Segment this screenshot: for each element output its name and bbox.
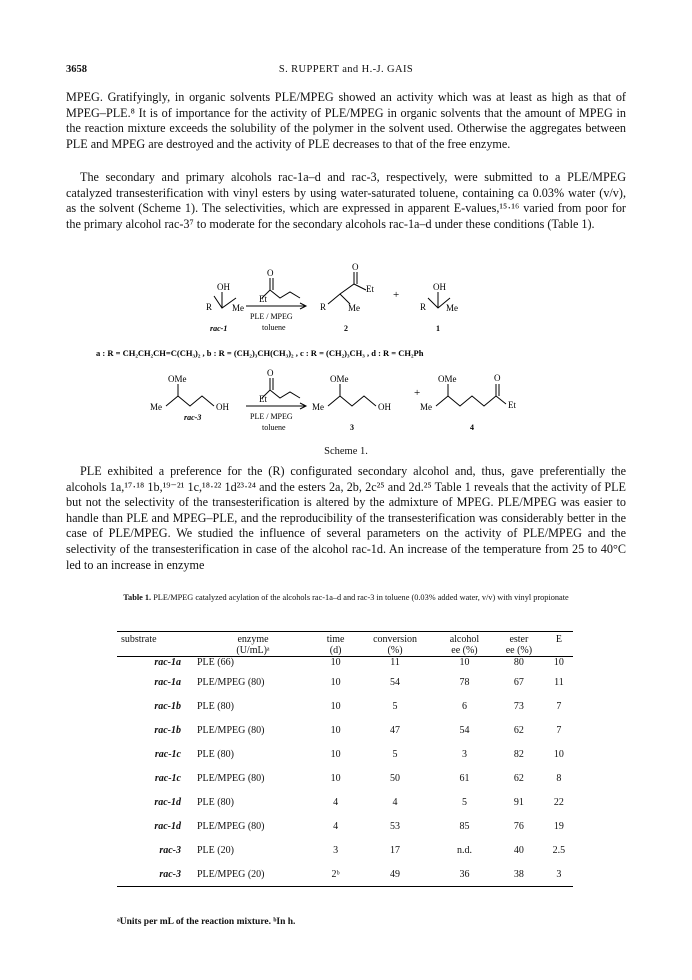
product-me-label: Me xyxy=(312,402,324,412)
enzyme-cell: PLE (66) xyxy=(197,657,234,668)
ester4-ome-label: OMe xyxy=(438,374,457,384)
header-ester-unit: ee (%) xyxy=(493,645,545,657)
alcohol-ee-cell: 3 xyxy=(461,749,467,761)
carbonyl-o-label: O xyxy=(267,368,274,378)
scheme-caption: Scheme 1. xyxy=(324,446,368,457)
alcohol-3-skeleton xyxy=(328,396,376,406)
ester-ee-cell: 73 xyxy=(513,701,524,713)
table-row xyxy=(117,657,573,672)
header-substrate-unit xyxy=(117,645,189,657)
alcohol-r-label: R xyxy=(420,302,427,312)
alcohol-oh-label: OH xyxy=(433,282,446,292)
time-cell: 10 xyxy=(330,749,341,761)
e-value-cell: 7 xyxy=(556,725,562,737)
substrate-cell: rac-1a xyxy=(154,677,181,689)
header-conversion-unit: (%) xyxy=(354,645,436,657)
ester-ee-cell: 62 xyxy=(513,725,524,737)
header-alcohol-unit: ee (%) xyxy=(436,645,493,657)
running-header xyxy=(66,64,626,80)
carbonyl-o-label: O xyxy=(267,268,274,278)
ester-ee-cell: 80 xyxy=(513,657,524,668)
running-head-authors: S. RUPPERT and H.-J. GAIS xyxy=(278,64,414,75)
table-row xyxy=(117,695,573,719)
e-value-cell: 22 xyxy=(553,796,564,808)
ome-label: OMe xyxy=(168,374,187,384)
header-conversion: conversion xyxy=(354,632,436,646)
ester-ee-cell: 38 xyxy=(493,862,545,886)
et-label: Et xyxy=(259,294,267,304)
compound-label-3: 3 xyxy=(350,423,354,432)
product-oh-label: OH xyxy=(378,402,391,412)
arrow-top-label: PLE / MPEG xyxy=(250,312,293,321)
page-number: 3658 xyxy=(66,64,87,75)
e-value-cell: 19 xyxy=(553,820,564,832)
results-table xyxy=(117,631,573,887)
table-header-units-row xyxy=(117,645,573,657)
oh-label: OH xyxy=(217,282,230,292)
table-row xyxy=(117,743,573,767)
plus-sign: + xyxy=(393,289,400,301)
table-body xyxy=(117,657,573,887)
ester-2-skeleton xyxy=(328,294,350,304)
alcohol-me-label: Me xyxy=(446,303,458,313)
arrow-top-label: PLE / MPEG xyxy=(250,412,293,421)
enzyme-cell: PLE (80) xyxy=(197,796,234,808)
alcohol-ee-cell: 85 xyxy=(459,820,470,832)
ester4-et-label: Et xyxy=(508,400,516,410)
ester-r-label: R xyxy=(320,302,327,312)
alcohol-ee-cell: 78 xyxy=(459,677,470,689)
arrow-bottom-label: toluene xyxy=(262,323,286,332)
ester-ee-cell: 91 xyxy=(513,796,524,808)
table-row xyxy=(117,790,573,814)
substituent-legend: a : R = CH₂CH₂CH=C(CH₃)₂ , b : R = (CH₂)₃CH(CH₃)₂ , c : R = (CH₂)₃CH₃ , d : R = CH₂Ph xyxy=(96,348,424,358)
substrate-cell: rac-1b xyxy=(154,701,181,713)
ester-ee-cell: 82 xyxy=(513,749,524,761)
substrate-cell: rac-1d xyxy=(154,796,181,808)
scheme-1 xyxy=(66,262,626,458)
compound-label-rac-3: rac-3 xyxy=(184,413,202,422)
e-value-cell: 10 xyxy=(553,749,564,761)
time-cell: 10 xyxy=(330,701,341,713)
plus-sign: + xyxy=(414,387,421,399)
table-caption-text: PLE/MPEG catalyzed acylation of the alcohols rac-1a–d and rac-3 in toluene (0.03% added water, v/v) with vinyl propionate xyxy=(153,593,569,602)
ester4-o-label: O xyxy=(494,373,501,383)
enzyme-cell: PLE (20) xyxy=(197,844,234,856)
enzyme-cell: PLE (80) xyxy=(197,749,234,761)
table-row xyxy=(117,862,573,886)
substrate-cell: rac-3 xyxy=(117,862,189,886)
header-time-unit: (d) xyxy=(317,645,354,657)
et-label: Et xyxy=(259,394,267,404)
header-e-unit xyxy=(545,645,573,657)
alcohol-ee-cell: 36 xyxy=(436,862,493,886)
paragraph-2: The secondary and primary alcohols rac-1a–d and rac-3, respectively, were submitted to a PLE/MPEG catalyzed transesterification with vinyl esters by using water-saturated toluene, containing ca 0.03% water (v/v), as the solvent (Scheme 1). The selectivities, which are expressed in apparent E-values,¹⁵·¹⁶ varied from poor for the primary alcohol rac-3⁷ to moderate for the secondary alcohols rac-1a–d under these conditions (Table 1). xyxy=(66,170,626,231)
substrate-cell: rac-1c xyxy=(154,749,181,761)
paragraph-3: PLE exhibited a preference for the (R) configurated secondary alcohol and, thus, gave preferentially the alcohols 1a,¹⁷·¹⁸ 1b,¹⁹⁻²¹ 1c,¹⁸·²² 1d²³·²⁴ and the esters 2a, 2b, 2c²⁵ and 2d.²⁵ Table 1 reveals that the activity of PLE but not the selectivity of the transesterification is altered by the admixture of MPEG. PLE/MPEG was easier to handle than PLE and MPEG–PLE, and the reproducibility of the transesterification was considerably better in the case of PLE/MPEG. We studied the influence of several parameters on the activity of PLE/MPEG and the selectivity of the transesterification in case of the alcohol rac-1d. An increase of the temperature from 25 to 40°C led to an increase in enzyme xyxy=(66,464,626,572)
conversion-cell: 5 xyxy=(392,749,398,761)
arrow-bottom-label: toluene xyxy=(262,423,286,432)
substrate-cell: rac-1c xyxy=(154,773,181,784)
alcohol-ee-cell: 54 xyxy=(459,725,470,737)
ester-4-skeleton xyxy=(436,396,506,406)
header-ester: ester xyxy=(493,632,545,646)
table-header-row xyxy=(117,632,573,646)
e-value-cell: 10 xyxy=(553,657,564,668)
e-value-cell: 2.5 xyxy=(552,844,566,856)
r-label: R xyxy=(206,302,213,312)
substrate-cell: rac-3 xyxy=(159,844,181,856)
ester-me-label: Me xyxy=(348,303,360,313)
conversion-cell: 49 xyxy=(354,862,436,886)
time-cell: 10 xyxy=(330,657,341,668)
e-value-cell: 8 xyxy=(556,773,562,784)
time-cell: 4 xyxy=(333,820,339,832)
header-substrate: substrate xyxy=(117,632,189,646)
ester-ee-cell: 40 xyxy=(513,844,524,856)
conversion-cell: 47 xyxy=(390,725,401,737)
table-caption xyxy=(96,592,596,603)
alcohol-ee-cell: 5 xyxy=(461,796,467,808)
time-cell: 10 xyxy=(330,677,341,689)
substrate-cell: rac-1b xyxy=(154,725,181,737)
alcohol-ee-cell: 61 xyxy=(459,773,470,784)
table-row xyxy=(117,838,573,862)
header-alcohol: alcohol xyxy=(436,632,493,646)
ester-ee-cell: 67 xyxy=(513,677,524,689)
paragraph-1: MPEG. Gratifyingly, in organic solvents PLE/MPEG showed an activity which was at least as high as that of MPEG–PLE.⁸ It is of importance for the activity of PLE/MPEG in organic solvents that the amount of MPEG in the reaction mixture exceeds the solubility of the polymer in the solvent used. Otherwise the aggregates between PLE and MPEG are destroyed and the activity of PLE decreases to that of the free enzyme. xyxy=(66,90,626,151)
table-row xyxy=(117,767,573,791)
time-cell: 10 xyxy=(330,773,341,784)
alcohol-ee-cell: 10 xyxy=(459,657,470,668)
vinyl-ester-skeleton xyxy=(262,290,300,298)
enzyme-cell: PLE/MPEG (80) xyxy=(197,820,265,832)
rac-3-skeleton xyxy=(166,396,214,406)
scheme-drawing xyxy=(66,262,626,448)
compound-label-2: 2 xyxy=(344,324,348,333)
table-caption-label: Table 1. xyxy=(123,593,152,602)
enzyme-cell: PLE/MPEG (80) xyxy=(197,677,265,689)
ester-et-label: Et xyxy=(366,284,374,294)
me-label: Me xyxy=(150,402,162,412)
conversion-cell: 54 xyxy=(390,677,401,689)
conversion-cell: 50 xyxy=(390,773,401,784)
substrate-cell: rac-1d xyxy=(154,820,181,832)
conversion-cell: 5 xyxy=(392,701,398,713)
conversion-cell: 4 xyxy=(392,796,398,808)
table-footnote: ᵃUnits per mL of the reaction mixture. ᵇIn h. xyxy=(117,917,296,927)
header-enzyme: enzyme xyxy=(189,632,317,646)
header-time: time xyxy=(317,632,354,646)
ester-o-label: O xyxy=(352,262,359,272)
conversion-cell: 53 xyxy=(390,820,401,832)
enzyme-cell: PLE/MPEG (20) xyxy=(189,862,317,886)
conversion-cell: 11 xyxy=(390,657,400,668)
me-label: Me xyxy=(232,303,244,313)
compound-label-rac-1: rac-1 xyxy=(210,324,228,333)
e-value-cell: 11 xyxy=(554,677,564,689)
compound-label-1: 1 xyxy=(436,324,440,333)
enzyme-cell: PLE (80) xyxy=(197,701,234,713)
alcohol-ee-cell: 6 xyxy=(461,701,467,713)
enzyme-cell: PLE/MPEG (80) xyxy=(197,725,265,737)
e-value-cell: 3 xyxy=(545,862,573,886)
alcohol-ee-cell: n.d. xyxy=(456,844,472,856)
substrate-cell: rac-1a xyxy=(154,657,181,668)
e-value-cell: 7 xyxy=(556,701,562,713)
time-cell: 2ᵇ xyxy=(317,862,354,886)
oh-label: OH xyxy=(216,402,229,412)
time-cell: 3 xyxy=(333,844,339,856)
ester4-me-label: Me xyxy=(420,402,432,412)
ester-ee-cell: 62 xyxy=(513,773,524,784)
header-enzyme-unit: (U/mL)ᵃ xyxy=(189,645,317,657)
table-row xyxy=(117,814,573,838)
enzyme-cell: PLE/MPEG (80) xyxy=(197,773,265,784)
conversion-cell: 17 xyxy=(390,844,401,856)
time-cell: 10 xyxy=(330,725,341,737)
ester-ee-cell: 76 xyxy=(513,820,524,832)
table-row xyxy=(117,671,573,695)
compound-label-4: 4 xyxy=(470,423,474,432)
header-e: E xyxy=(545,632,573,646)
table-row xyxy=(117,719,573,743)
product-ome-label: OMe xyxy=(330,374,349,384)
time-cell: 4 xyxy=(333,796,339,808)
